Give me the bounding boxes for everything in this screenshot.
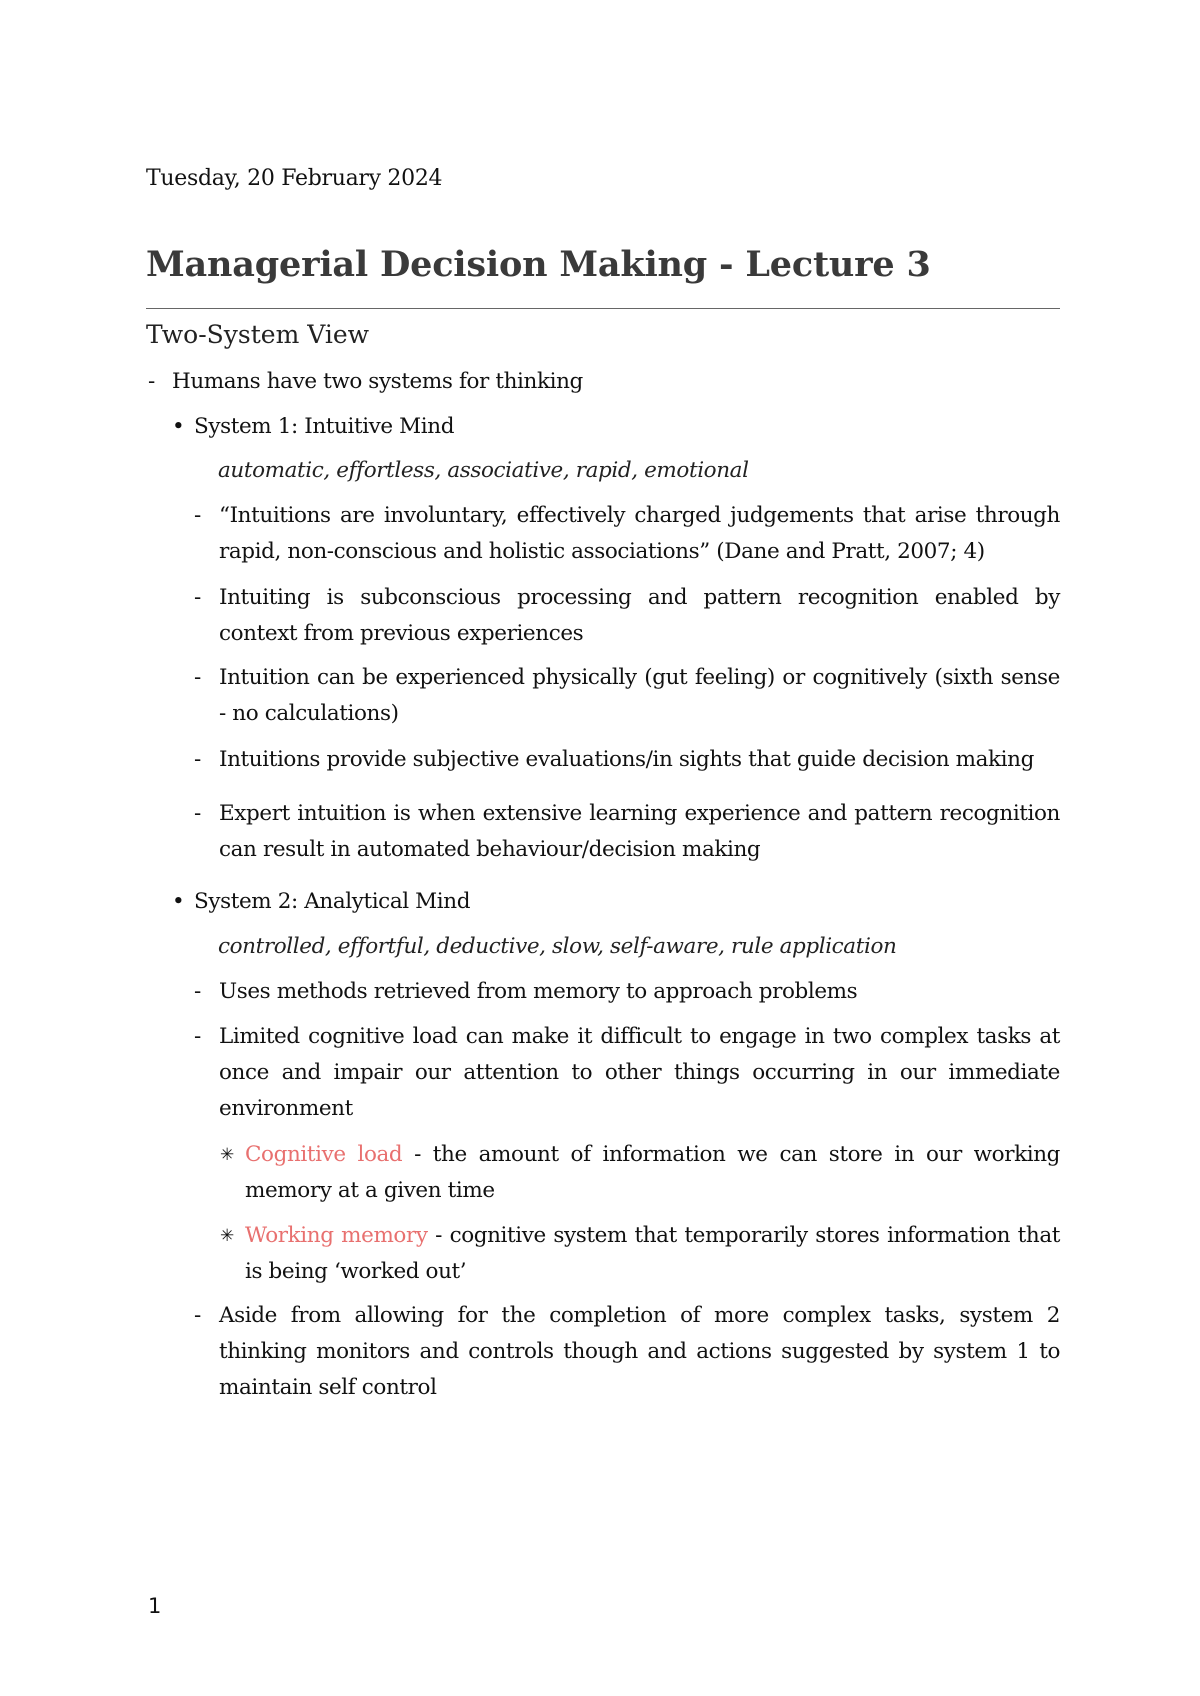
asterisk-marker: ✳ (220, 1226, 235, 1246)
term-working-memory: Working memory (245, 1223, 428, 1248)
system1-point-1: “Intuitions are involuntary, effectively charged judgements that arise through rapid, non-conscious and holistic associations” (Dane and Pratt, 2007; 4) (219, 503, 1060, 564)
dash-marker: - (194, 1024, 202, 1049)
section-heading: Two-System View (146, 320, 370, 349)
system1-point-5: Expert intuition is when extensive learning experience and pattern recognition can result in automated behaviour/decision making (219, 801, 1060, 862)
system1-point-3: Intuition can be experienced physically (gut feeling) or cognitively (sixth sense - no calculations) (219, 665, 1060, 726)
system1-traits: automatic, effortless, associative, rapid, emotional (218, 458, 749, 483)
system2-point-2: Limited cognitive load can make it difficult to engage in two complex tasks at once and impair our attention to other things occurring in our immediate environment (219, 1024, 1060, 1121)
system1-point-2: Intuiting is subconscious processing and pattern recognition enabled by context from previous experiences (219, 585, 1060, 646)
definition-cognitive-load (245, 1137, 1060, 1209)
dash-marker: - (194, 747, 202, 772)
system2-point-1: Uses methods retrieved from memory to approach problems (219, 979, 858, 1004)
system2-heading: System 2: Analytical Mind (194, 889, 471, 914)
term-cognitive-load: Cognitive load (245, 1142, 403, 1167)
system2-final-point: Aside from allowing for the completion of more complex tasks, system 2 thinking monitors and controls though and actions suggested by system 1 to maintain self control (219, 1303, 1060, 1400)
definition-text: - cognitive system that temporarily stores information that is being ‘worked out’ (245, 1223, 1060, 1284)
dash-marker: - (194, 979, 202, 1004)
system2-traits: controlled, effortful, deductive, slow, self-aware, rule application (218, 934, 897, 959)
dash-marker: - (194, 1303, 202, 1328)
title-divider (146, 308, 1060, 309)
system1-heading: System 1: Intuitive Mind (194, 414, 455, 439)
dash-marker: - (194, 585, 202, 610)
system1-point-4: Intuitions provide subjective evaluations/in sights that guide decision making (219, 747, 1034, 772)
asterisk-marker: ✳ (220, 1145, 235, 1165)
date-line: Tuesday, 20 February 2024 (146, 166, 443, 191)
definition-text: - the amount of information we can store in our working memory at a given time (245, 1142, 1060, 1203)
bullet-marker: • (172, 889, 185, 914)
definition-working-memory (245, 1218, 1060, 1290)
top-point: Humans have two systems for thinking (172, 369, 583, 394)
page-number: 1 (148, 1594, 162, 1618)
bullet-marker: • (172, 414, 185, 439)
dash-marker: - (148, 369, 156, 394)
dash-marker: - (194, 503, 202, 528)
dash-marker: - (194, 665, 202, 690)
page-title: Managerial Decision Making - Lecture 3 (146, 244, 931, 285)
dash-marker: - (194, 801, 202, 826)
